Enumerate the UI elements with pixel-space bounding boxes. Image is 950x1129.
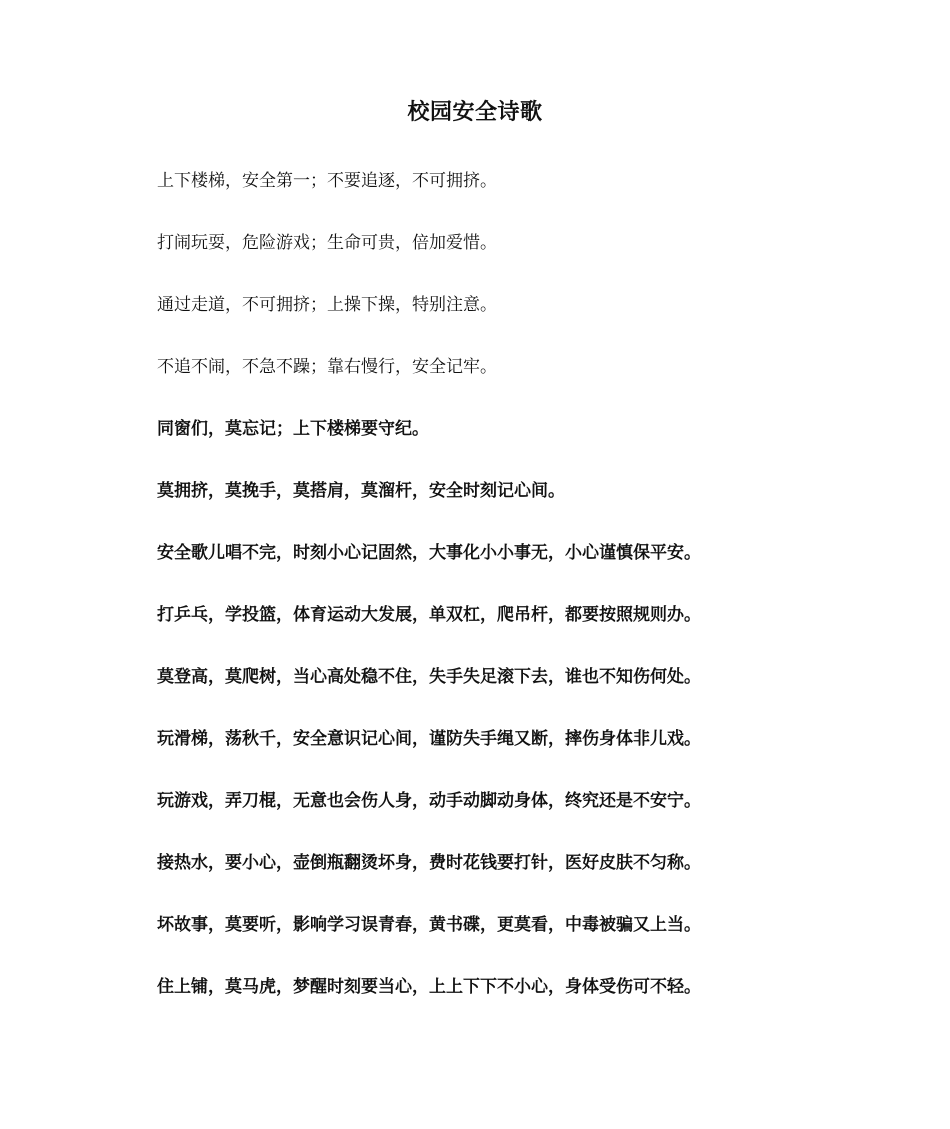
poem-line: 不追不闹，不急不躁；靠右慢行，安全记牢。 [157, 357, 497, 377]
poem-line: 坏故事，莫要听，影响学习误青春，黄书碟，更莫看，中毒被骗又上当。 [157, 915, 701, 935]
poem-line: 安全歌儿唱不完，时刻小心记固然，大事化小小事无，小心谨慎保平安。 [157, 543, 701, 563]
poem-line: 打乒乓，学投篮，体育运动大发展，单双杠，爬吊杆，都要按照规则办。 [157, 605, 701, 625]
poem-line: 上下楼梯，安全第一；不要追逐，不可拥挤。 [157, 171, 497, 191]
poem-line: 莫登高，莫爬树，当心高处稳不住，失手失足滚下去，谁也不知伤何处。 [157, 667, 701, 687]
poem-lines [157, 168, 857, 1036]
poem-line: 住上铺，莫马虎，梦醒时刻要当心，上上下下不小心，身体受伤可不轻。 [157, 977, 701, 997]
poem-line: 玩滑梯，荡秋千，安全意识记心间，谨防失手绳又断，摔伤身体非儿戏。 [157, 729, 701, 749]
poem-line: 玩游戏，弄刀棍，无意也会伤人身，动手动脚动身体，终究还是不安宁。 [157, 791, 701, 811]
poem-line: 同窗们，莫忘记；上下楼梯要守纪。 [157, 419, 429, 439]
poem-line: 接热水，要小心，壶倒瓶翻烫坏身，费时花钱要打针，医好皮肤不匀称。 [157, 853, 701, 873]
poem-line: 莫拥挤，莫挽手，莫搭肩，莫溜杆，安全时刻记心间。 [157, 481, 565, 501]
document-title: 校园安全诗歌 [407, 100, 543, 125]
poem-line: 打闹玩耍，危险游戏；生命可贵，倍加爱惜。 [157, 233, 497, 253]
poem-line: 通过走道，不可拥挤；上操下操，特别注意。 [157, 295, 497, 315]
